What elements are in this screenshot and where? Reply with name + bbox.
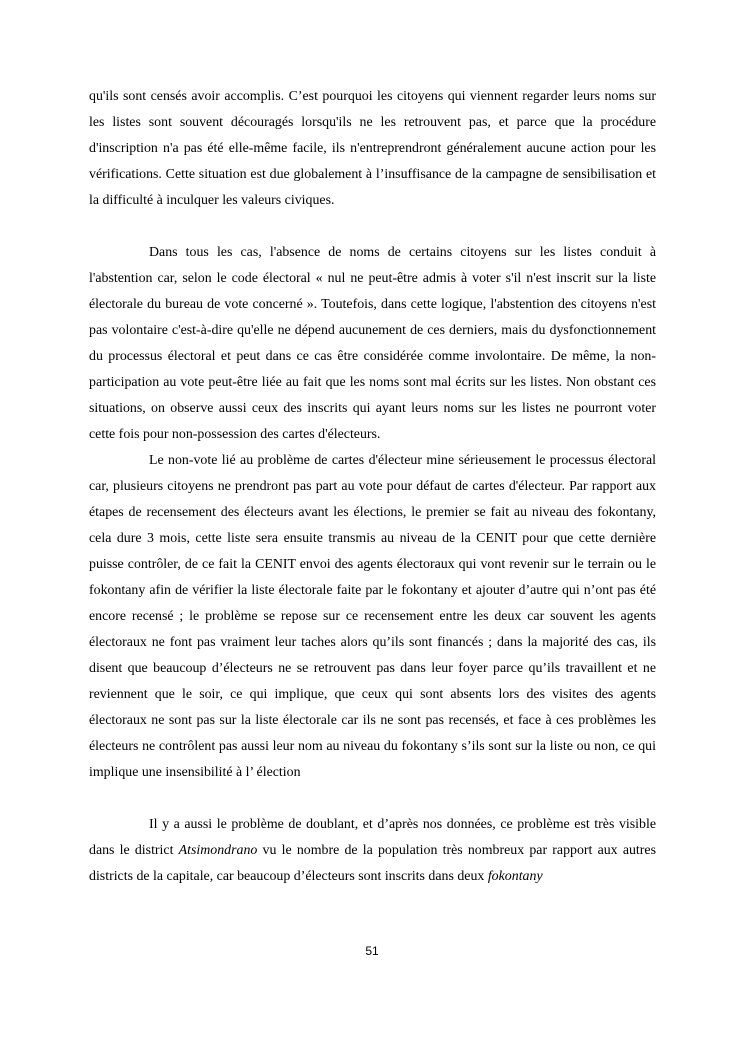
place-name-atsimondrano: Atsimondrano — [178, 843, 258, 858]
term-fokontany: fokontany — [487, 869, 543, 884]
paragraph-4-text-start: Il y a aussi le problème de doublant, et d’après nos données, ce problème est très visible dans le district — [89, 817, 656, 858]
paragraph-2: Dans tous les cas, l'absence de noms de certains citoyens sur les listes conduit à l'abstention car, selon le code électoral « nul ne peut-être admis à voter s'il n'est inscrit sur la liste électorale du bureau de vote concerné ». Toutefois, dans cette logique, l'abstention des citoyens n'est pas volontaire c'est-à-dire qu'elle ne dépend aucunement de ces derniers, mais du dysfonctionnement du processus électoral et peut dans ce cas être considérée comme involontaire. De même, la non-participation au vote peut-être liée au fait que les noms sont mal écrits sur les listes. Non obstant ces situations, on observe aussi ceux des inscrits qui ayant leurs noms sur les listes ne pourront voter cette fois pour non-possession des cartes d'électeurs. — [89, 245, 656, 442]
paragraph-4-text-middle: vu le nombre de la population très nombreux par rapport aux autres districts de la capitale, car beaucoup d’électeurs sont inscrits dans deux — [89, 843, 656, 884]
page-number: 51 — [365, 944, 379, 958]
paragraph-1: qu'ils sont censés avoir accomplis. C’est pourquoi les citoyens qui viennent regarder leurs noms sur les listes sont souvent découragés lorsqu'ils ne les retrouvent pas, et parce que la procédure d'inscription n'a pas été elle-même facile, ils n'entreprendront généralement aucune action pour les vérifications. Cette situation est due globalement à l’insuffisance de la campagne de sensibilisation et la difficulté à inculquer les valeurs civiques. — [89, 89, 656, 208]
document-body — [89, 84, 656, 890]
paragraph-3: Le non-vote lié au problème de cartes d'électeur mine sérieusement le processus électoral car, plusieurs citoyens ne prendront pas part au vote pour défaut de cartes d'électeur. Par rapport aux étapes de recensement des électeurs avant les élections, le premier se fait au niveau des fokontany, cela dure 3 mois, cette liste sera ensuite transmis au niveau de la CENIT pour que cette dernière puisse contrôler, de ce fait la CENIT envoi des agents électoraux qui vont revenir sur le terrain ou le fokontany afin de vérifier la liste électorale faite par le fokontany et ajouter d’autre qui n’ont pas été encore recensé ; le problème se repose sur ce recensement entre les deux car souvent les agents électoraux ne font pas vraiment leur taches alors qu’ils sont financés ; dans la majorité des cas, ils disent que beaucoup d’électeurs ne se retrouvent pas dans leur foyer parce qu’ils travaillent et ne reviennent que le soir, ce qui implique, que ceux qui sont absents lors des visites des agents électoraux ne sont pas sur la liste électorale car ils ne sont pas recensés, et face à ces problèmes les électeurs ne contrôlent pas aussi leur nom au niveau du fokontany s’ils sont sur la liste ou non, ce qui implique une insensibilité à l’ élection — [89, 453, 656, 780]
paragraph-4 — [89, 812, 656, 890]
